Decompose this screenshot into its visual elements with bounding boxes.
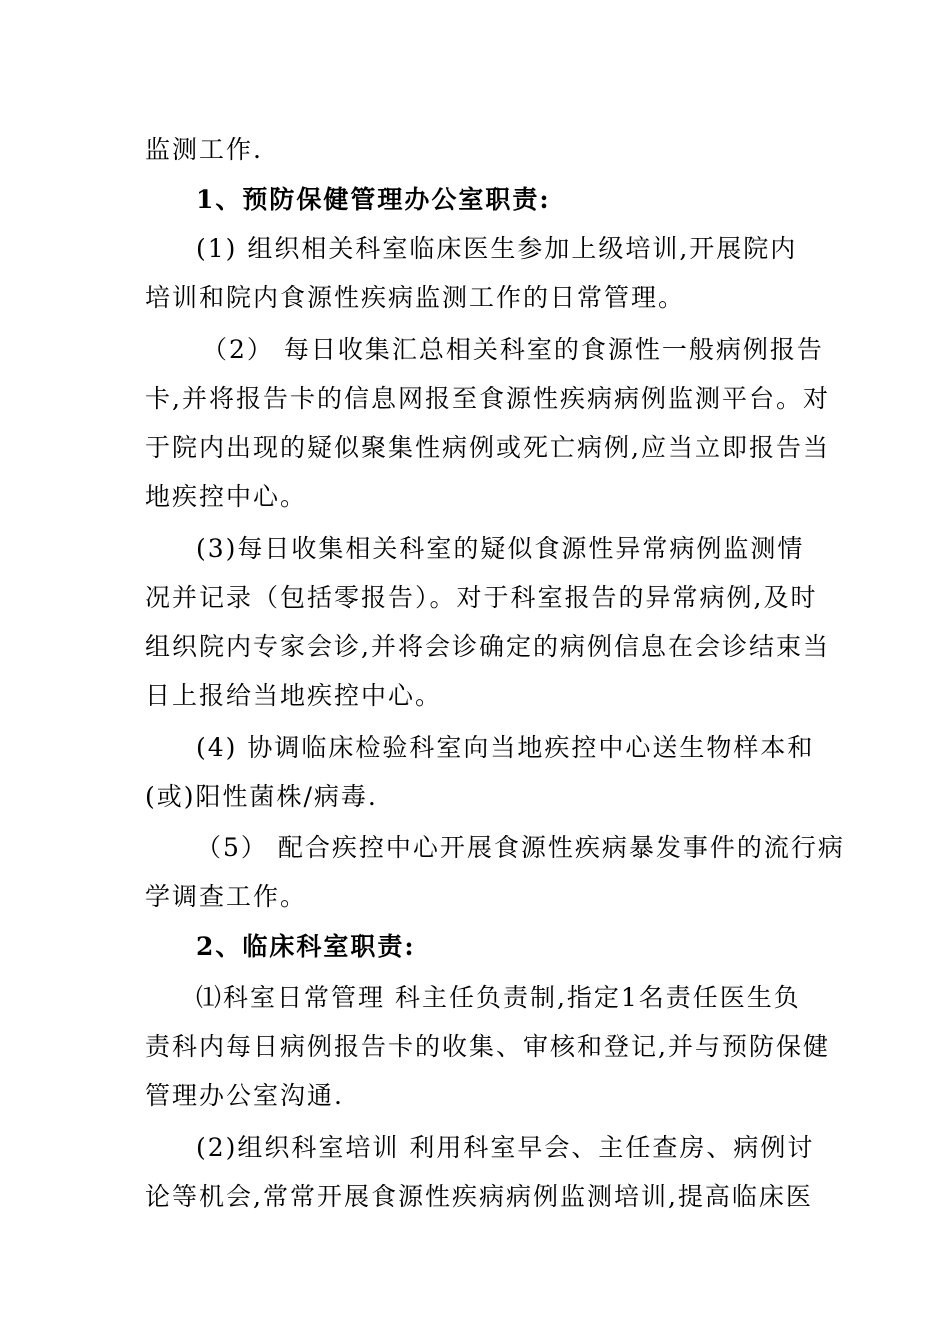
text-line: 责科内每日病例报告卡的收集、审核和登记,并与预防保健 [145, 1032, 830, 1061]
text-line: （2） 每日收集汇总相关科室的食源性一般病例报告 [202, 335, 824, 364]
text-line: 培训和院内食源性疾病监测工作的日常管理。 [145, 283, 686, 312]
text-line: 况并记录（包括零报告）。对于科室报告的异常病例,及时 [145, 583, 818, 612]
text-line: 卡,并将报告卡的信息网报至食源性疾病病例监测平台。对 [145, 384, 830, 413]
text-line: 监测工作. [145, 135, 263, 164]
text-line: 组织院内专家会诊,并将会诊确定的病例信息在会诊结束当 [145, 632, 830, 661]
section-heading-2: 2、临床科室职责: [196, 932, 416, 961]
text-line: 日上报给当地疾控中心。 [145, 681, 443, 710]
text-line: 管理办公室沟通. [145, 1081, 344, 1110]
text-line: (2)组织科室培训 利用科室早会、主任查房、病例讨 [196, 1133, 815, 1162]
text-line: （5） 配合疾控中心开展食源性疾病暴发事件的流行病 [196, 833, 845, 862]
text-line: (4) 协调临床检验科室向当地疾控中心送生物样本和 [196, 733, 815, 762]
text-line: 学调查工作。 [145, 882, 308, 911]
text-line: (1) 组织相关科室临床医生参加上级培训,开展院内 [196, 234, 798, 263]
text-line: ⑴科室日常管理 科主任负责制,指定1名责任医生负 [196, 983, 801, 1012]
text-line: 于院内出现的疑似聚集性病例或死亡病例,应当立即报告当 [145, 433, 830, 462]
text-line: 地疾控中心。 [145, 482, 308, 511]
text-line: (或)阳性菌株/病毒. [145, 782, 378, 811]
text-line: (3)每日收集相关科室的疑似食源性异常病例监测情 [196, 534, 805, 563]
section-heading-1: 1、预防保健管理办公室职责: [196, 185, 551, 214]
text-line: 论等机会,常常开展食源性疾病病例监测培训,提高临床医 [145, 1182, 813, 1211]
